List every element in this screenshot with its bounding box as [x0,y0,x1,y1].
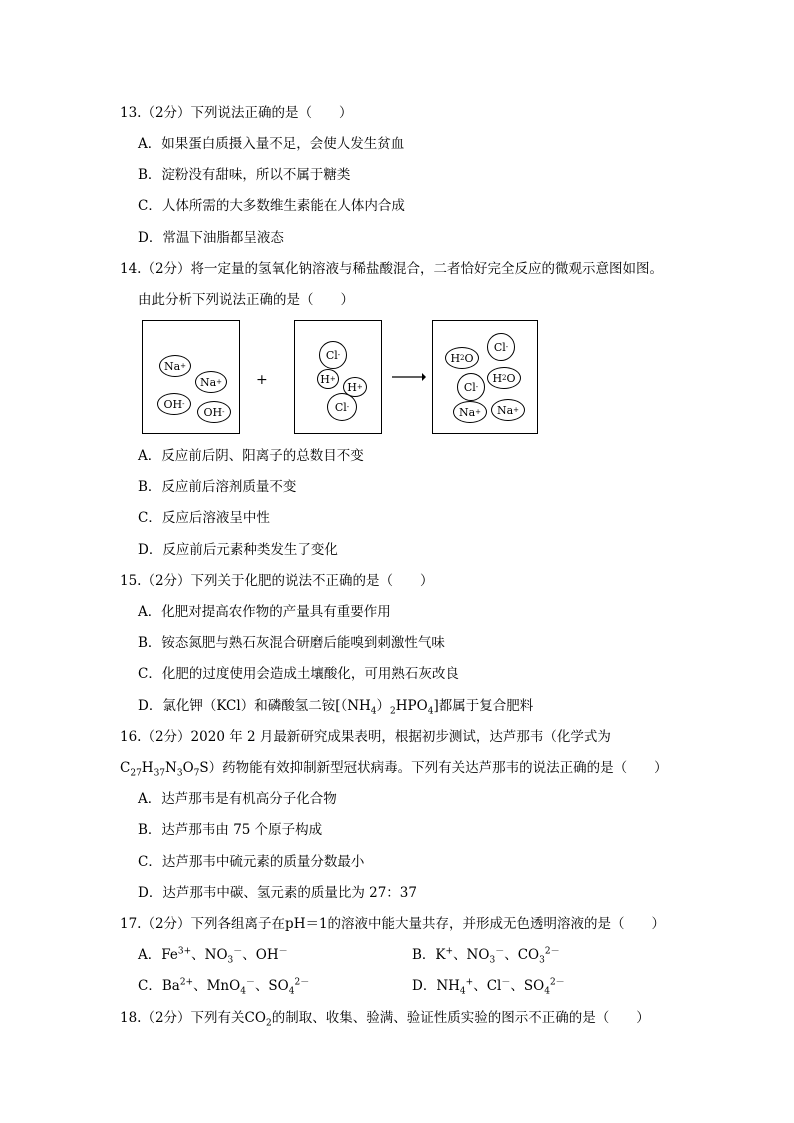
na-ion: Na + [195,371,227,393]
cl-ion: Cl - [457,373,485,401]
arrow-icon [392,370,426,384]
naoh-solution-box [142,320,240,434]
question-17-stem: 17.（2分）下列各组离子在pH＝1的溶液中能大量共存，并形成无色透明溶液的是（ ） [120,916,666,932]
question-16-stem-cont: $C_{27}H_{37}N_3O_7S$）药物能有效抑制新型冠状病毒。下列有关达芦那韦的说法正确的是（ ） [120,760,668,779]
q17-option-d: D．$NH_4^+$、Cl－、$SO_4^{2-}$ [412,977,565,997]
q15-option-d: D．氯化钾（KCl）和磷酸氢二铵$[(NH_4)_2HPO_4]$都属于复合肥料 [138,698,534,717]
product-solution-box [432,320,538,434]
oh-ion: OH - [157,393,191,415]
na-ion: Na + [453,401,487,423]
q15-option-c: C．化肥的过度使用会造成土壤酸化，可用熟石灰改良 [138,666,459,682]
question-16-stem: 16.（2分）2020 年 2 月最新研究成果表明，根据初步测试，达芦那韦（化学式为 [120,729,611,745]
hcl-solution-box [294,320,382,434]
question-14-stem: 14.（2分）将一定量的氢氧化钠溶液与稀盐酸混合，二者恰好完全反应的微观示意图如图。 [120,261,664,277]
q17-option-a: A．$Fe^{3+}$、$NO_3^-$、OH－ [138,946,288,966]
q15-option-b: B．铵态氮肥与熟石灰混合研磨后能嗅到刺激性气味 [138,635,445,651]
q16-option-c: C．达芦那韦中硫元素的质量分数最小 [138,854,365,870]
q14-option-d: D．反应前后元素种类发生了变化 [138,542,338,558]
question-18-stem: 18.（2分）下列有关$CO_2$的制取、收集、验满、验证性质实验的图示不正确的是（ ） [120,1010,650,1029]
q13-option-c: C．人体所需的大多数维生素能在人体内合成 [138,198,405,214]
q17-option-b: B．K+、$NO_3^-$、$CO_3^{2-}$ [412,946,560,966]
plus-sign: + [256,372,268,388]
q16-option-a: A．达芦那韦是有机高分子化合物 [138,791,337,807]
q13-option-d: D．常温下油脂都呈液态 [138,230,284,246]
q16-option-b: B．达芦那韦由 75 个原子构成 [138,822,323,838]
question-15-stem: 15.（2分）下列关于化肥的说法不正确的是（ ） [120,573,434,589]
na-ion: Na + [159,355,191,377]
h2o-molecule: H 2 O [487,367,521,389]
oh-ion: OH - [197,401,231,423]
q14-option-c: C．反应后溶液呈中性 [138,510,270,526]
q13-option-a: A．如果蛋白质摄入量不足，会使人发生贫血 [138,136,405,152]
cl-ion: Cl - [319,341,347,369]
q15-option-a: A．化肥对提高农作物的产量具有重要作用 [138,604,391,620]
q14-option-a: A．反应前后阴、阳离子的总数目不变 [138,448,364,464]
q17-option-c: C．$Ba^{2+}$、MnO$_4$－、$SO_4^{2-}$ [138,977,310,997]
q14-option-b: B．反应前后溶剂质量不变 [138,479,297,495]
h-ion: H + [343,377,367,397]
cl-ion: Cl - [487,333,515,361]
question-13-stem: 13.（2分）下列说法正确的是（ ） [120,105,353,121]
q16-option-d: D．达芦那韦中碳、氢元素的质量比为 27：37 [138,885,417,901]
na-ion: Na + [491,399,525,421]
question-14-stem-cont: 由此分析下列说法正确的是（ ） [138,292,354,308]
h-ion: H + [317,369,339,389]
h2o-molecule: H 2 O [445,347,479,369]
cl-ion: Cl - [327,393,357,421]
q13-option-b: B．淀粉没有甜味，所以不属于糖类 [138,167,351,183]
